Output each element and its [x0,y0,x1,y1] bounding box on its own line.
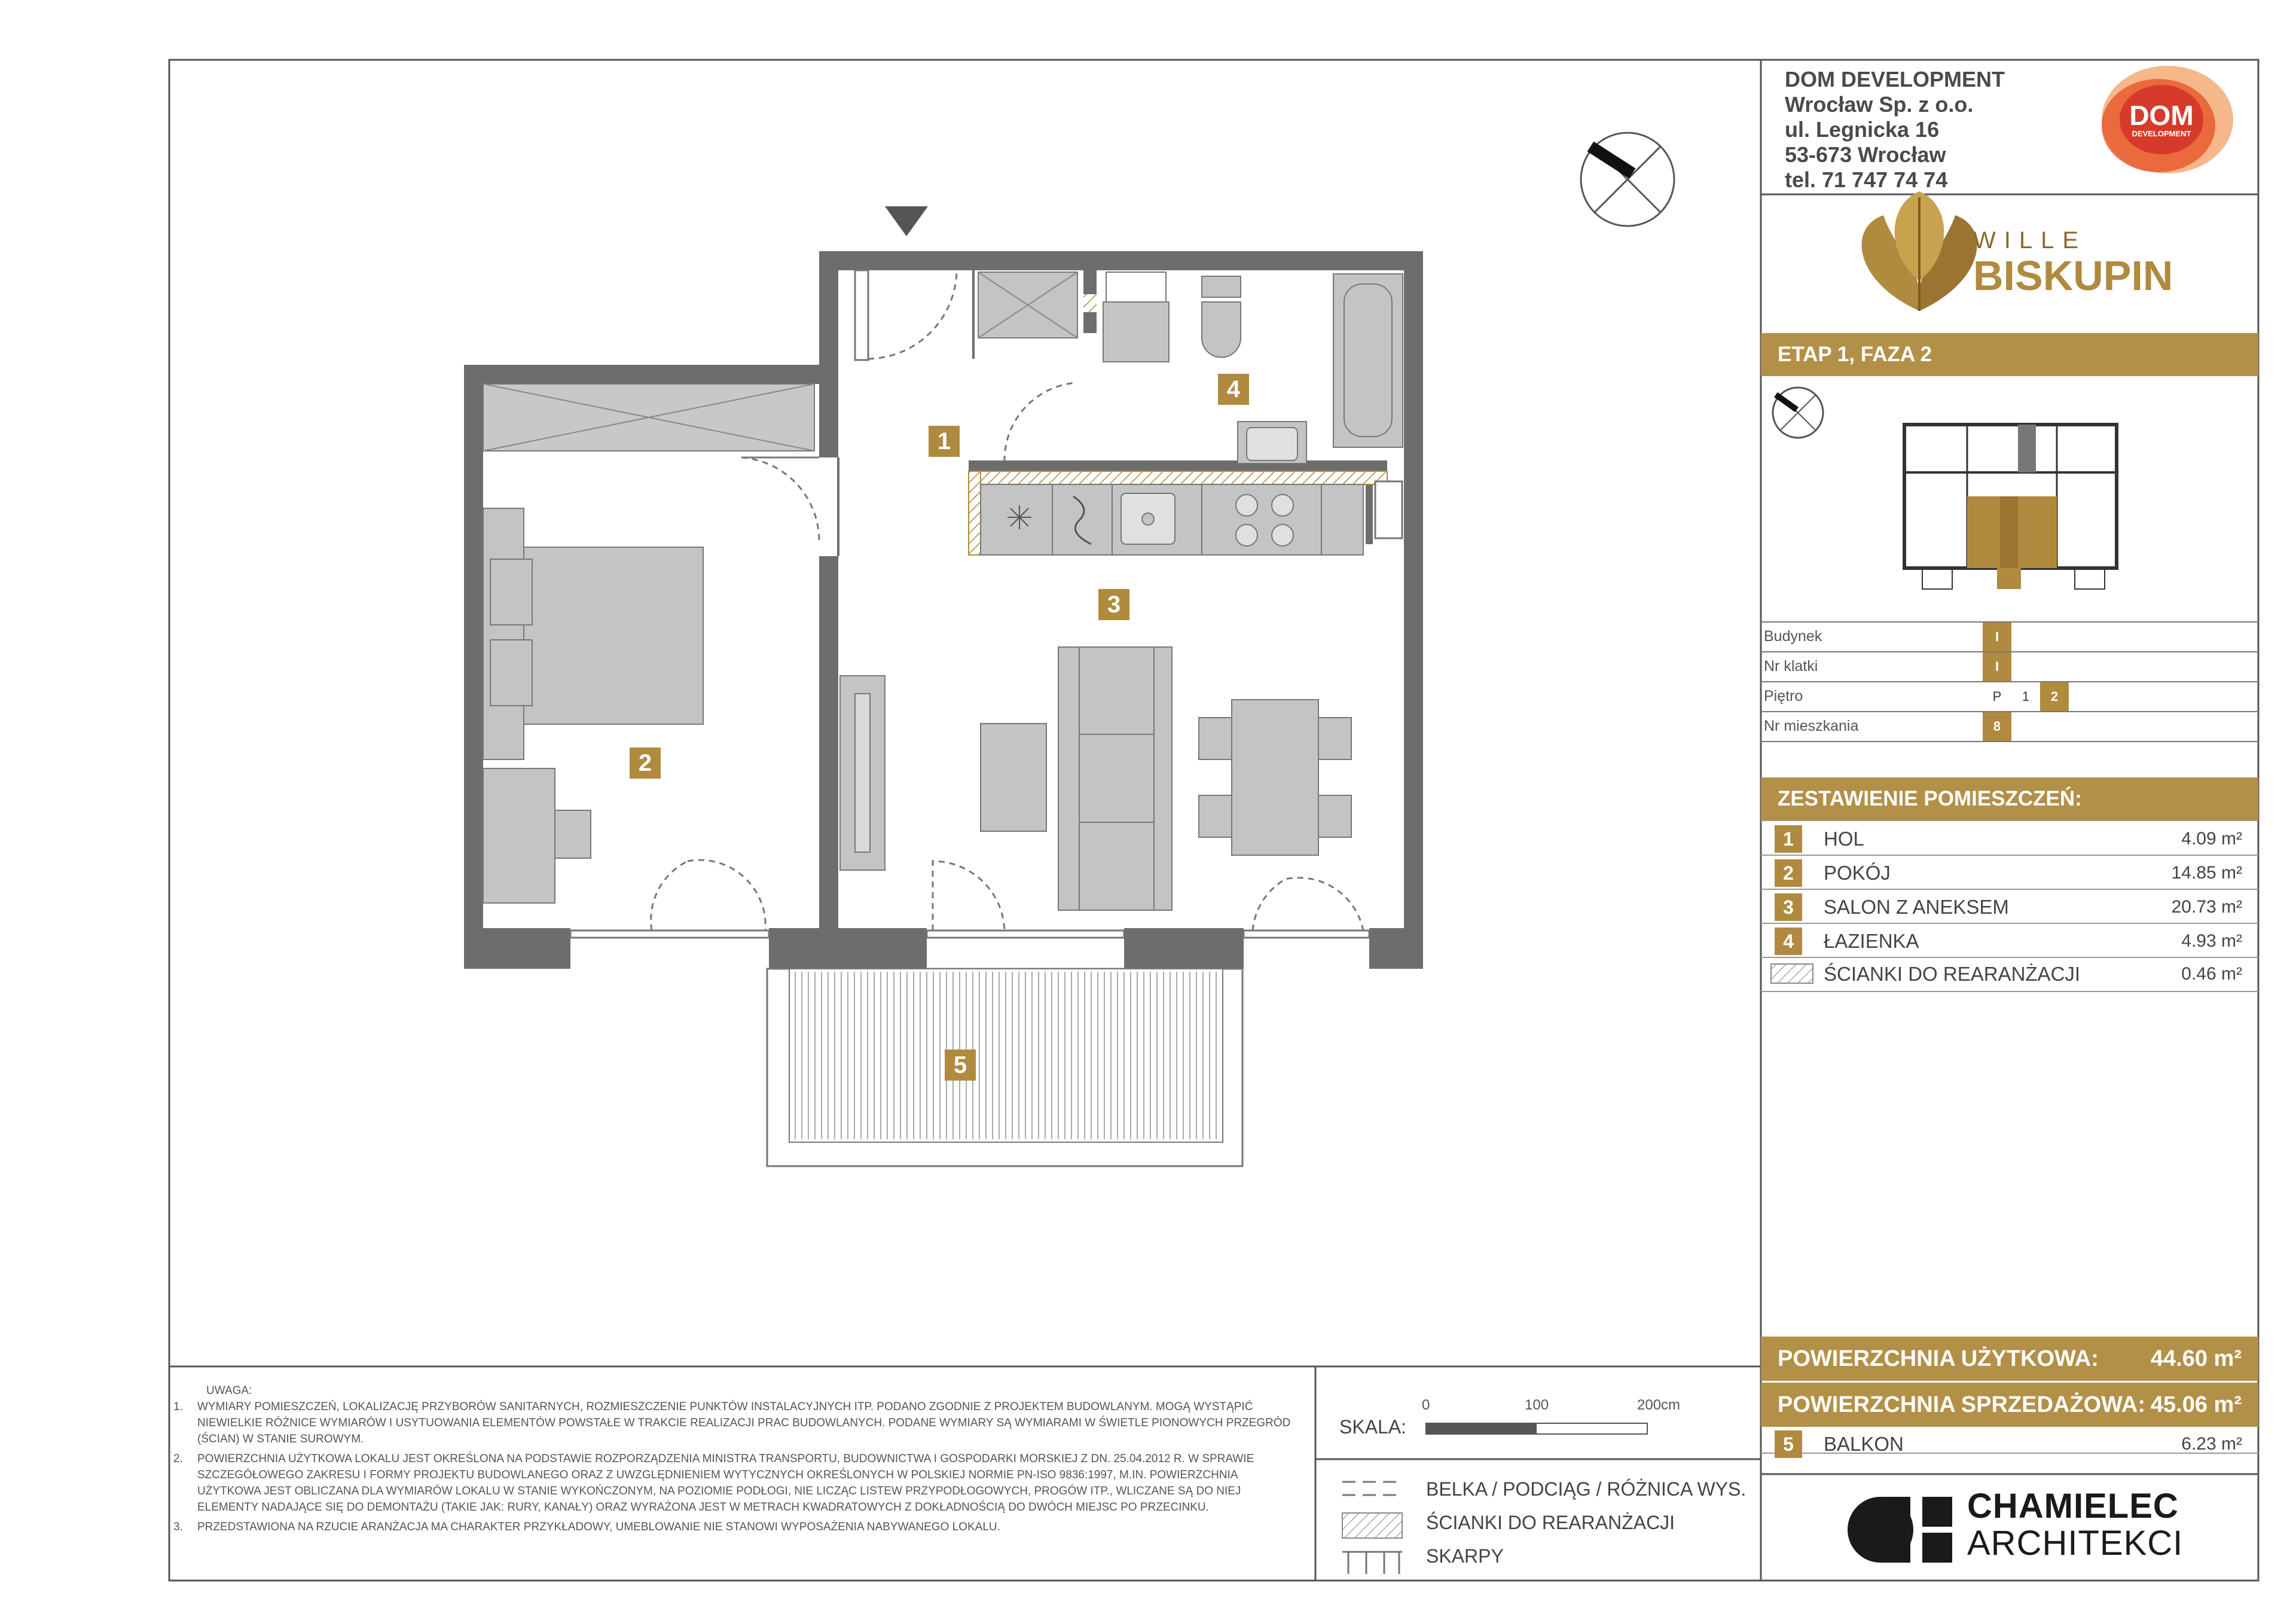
note-item [173,1519,1292,1535]
sale-area-value: 45.06 m² [2150,1392,2242,1417]
legend-slopes: SKARPY [1426,1545,1504,1567]
room-area-1: 4.09 m² [2181,829,2242,849]
legend-beam-symbol [1342,1482,1402,1495]
balcony-name: BALKON [1824,1433,1904,1455]
legend-slope-symbol [1342,1552,1402,1574]
room-number-4: 4 [1775,928,1802,955]
note-number: 2. [173,1453,183,1465]
scale-tick-200: 200cm [1637,1397,1681,1413]
info-label-apartment: Nr mieszkania [1764,718,1859,734]
bathroom-fixtures [1103,272,1403,463]
company-street: ul. Legnicka 16 [1785,117,1940,142]
usable-area-band [1761,1337,2258,1381]
usable-area-label: POWIERZCHNIA UŻYTKOWA: [1778,1346,2099,1371]
info-floor-option-2: 2 [2040,682,2069,711]
mini-compass-icon [1773,388,1823,438]
entrance-arrow-icon [885,206,928,236]
partitions-name: ŚCIANKI DO REARANŻACJI [1824,963,2081,985]
room-area-3: 20.73 m² [2171,897,2242,917]
info-floor-option-1: 1 [2022,689,2030,704]
rearrangement-partition [969,471,1387,484]
info-value-staircase: I [1983,652,2011,681]
brand-line2: BISKUPIN [1973,252,2173,299]
balcony-area: 6.23 m² [2181,1434,2242,1454]
note-text: POWIERZCHNIA UŻYTKOWA LOKALU JEST OKREŚLONA NA PODSTAWIE ROZPORZĄDZENIA MINISTRA TRANSPORTU, BUDOWNICTWA I GOSPODARKI MORSKIEJ Z DN. 25.04.2012 R. W SPRAWIE SZCZEGÓŁOWEGO ZAKRESU I FORMY PROJEKTU BUDOWLANEGO ORAZ Z UWZGLĘDNIENIEM WYTYCZNYCH OKREŚLONYCH W POLSKIEJ NORMIE PN-ISO 9836:1997, M.IN. POWIERZCHNIA UŻYTKOWA JEST OBLICZANA DLA WYMIARÓW LOKALU W STANIE WYKOŃCZONYM, NA POZIOMIE PODŁOGI, NIE LICZĄC LISTEW PRZYPODŁOGOWYCH, PROGÓW ITP., WLICZANE SĄ DO NIEJ ELEMENTY NADAJĄCE SIĘ DO DEMONTAŻU (TAKIE JAK: RURY, KANAŁY) ORAZ WYRAŻONA JEST W METRACH KWADRATOWYCH Z DOKŁADNOŚCIĄ DO DWÓCH MIEJSC PO PRZECINKU. [197,1453,1254,1514]
dom-logo-text [2123,102,2200,139]
balcony [767,969,1242,1166]
dom-logo-top: DOM [2129,100,2194,131]
company-city: 53-673 Wrocław [1785,142,1946,167]
legend-partitions: ŚCIANKI DO REARANŻACJI [1426,1512,1675,1533]
room-name-1: HOL [1824,828,1864,850]
architect-wordmark [1967,1488,2183,1562]
partitions-area: 0.46 m² [2181,964,2242,984]
company-phone: tel. 71 747 74 74 [1785,167,1948,192]
info-value-building: I [1983,623,2011,651]
info-value-apartment: 8 [1983,712,2011,741]
info-label-floor: Piętro [1764,688,1803,704]
info-label-staircase: Nr klatki [1764,658,1818,675]
dom-logo-bottom: DEVELOPMENT [2132,129,2191,138]
notes-list [173,1399,1292,1535]
hall-wardrobe [978,272,1077,338]
room-area-4: 4.93 m² [2181,931,2242,951]
room-name-4: ŁAZIENKA [1824,930,1919,952]
scale-label: SKALA: [1339,1416,1407,1438]
rooms-header: ZESTAWIENIE POMIESZCZEŃ: [1761,777,2258,820]
wille-biskupin-logo-icon [1862,191,1977,311]
room-number-2: 2 [1775,859,1802,887]
room-number-1: 1 [1775,825,1802,853]
note-item [173,1399,1292,1447]
plan-label-room-5: 5 [945,1050,976,1081]
usable-area-value: 44.60 m² [2150,1346,2242,1371]
note-text: WYMIARY POMIESZCZEŃ, LOKALIZACJĘ PRZYBORÓW SANITARNYCH, ROZMIESZCZENIE PUNKTÓW INSTALACYJNYCH ITP. PODANO ZGODNIE Z PROJEKTEM BUDOWLANYM. MOGĄ WYSTĄPIĆ NIEWIELKIE RÓŻNICE WYMIARÓW I USYTUOWANIA ELEMENTÓW POWSTAŁE W TRAKCIE REALIZACJI PRAC BUDOWLANYCH. PODANE WYMIARY SĄ WYMIARAMI W ŚWIETLE PIONOWYCH PRZEGRÓD (ŚCIAN) W STANIE SUROWYM. [197,1401,1291,1445]
legend-beam: BELKA / PODCIĄG / RÓŻNICA WYS. [1426,1478,1747,1500]
notes-title: UWAGA: [206,1384,252,1397]
chamielec-logo-icon [1848,1497,1952,1563]
company-address [1785,67,2005,193]
note-number: 1. [173,1401,183,1413]
partition-hatch-symbol [1771,964,1813,983]
note-text: PRZEDSTAWIONA NA RZUCIE ARANŻACJA MA CHARAKTER PRZYKŁADOWY, UMEBLOWANIE NIE STANOWI WYPOSAŻENIA NABYWANEGO LOKALU. [197,1521,1000,1533]
room-area-2: 14.85 m² [2171,863,2242,883]
plan-label-room-4: 4 [1218,374,1249,405]
north-compass-icon [1581,133,1674,226]
legend-hatch-symbol [1342,1513,1402,1538]
scale-bar [1426,1423,1647,1434]
sale-area-band [1761,1383,2258,1427]
note-item [173,1451,1292,1515]
architect-line2: ARCHITEKCI [1967,1524,2184,1563]
brand-line1: WILLE [1973,227,2087,254]
living-furniture [840,647,1351,910]
company-subname: Wrocław Sp. z o.o. [1785,92,1974,117]
sale-area-label: POWIERZCHNIA SPRZEDAŻOWA: [1778,1392,2146,1417]
company-name: DOM DEVELOPMENT [1785,67,2005,91]
scale-tick-100: 100 [1525,1397,1549,1413]
room-name-2: POKÓJ [1824,862,1891,884]
plan-label-room-1: 1 [929,426,960,457]
info-label-building: Budynek [1764,628,1822,645]
note-number: 3. [173,1521,183,1533]
notes-block [173,1383,1292,1539]
wille-biskupin-wordmark [1973,227,2173,298]
plan-label-room-3: 3 [1098,589,1129,620]
scale-tick-0: 0 [1422,1397,1430,1413]
room-number-3: 3 [1775,893,1802,921]
key-plan-thumbnail [1904,425,2117,589]
plan-label-room-2: 2 [630,748,661,779]
balcony-number: 5 [1775,1430,1802,1458]
architect-line1: CHAMIELEC [1967,1487,2179,1526]
room-name-3: SALON Z ANEKSEM [1824,896,2009,918]
kitchen-counter [981,484,1363,555]
stage-band: ETAP 1, FAZA 2 [1761,333,2258,376]
info-floor-option-p: P [1992,689,2002,704]
